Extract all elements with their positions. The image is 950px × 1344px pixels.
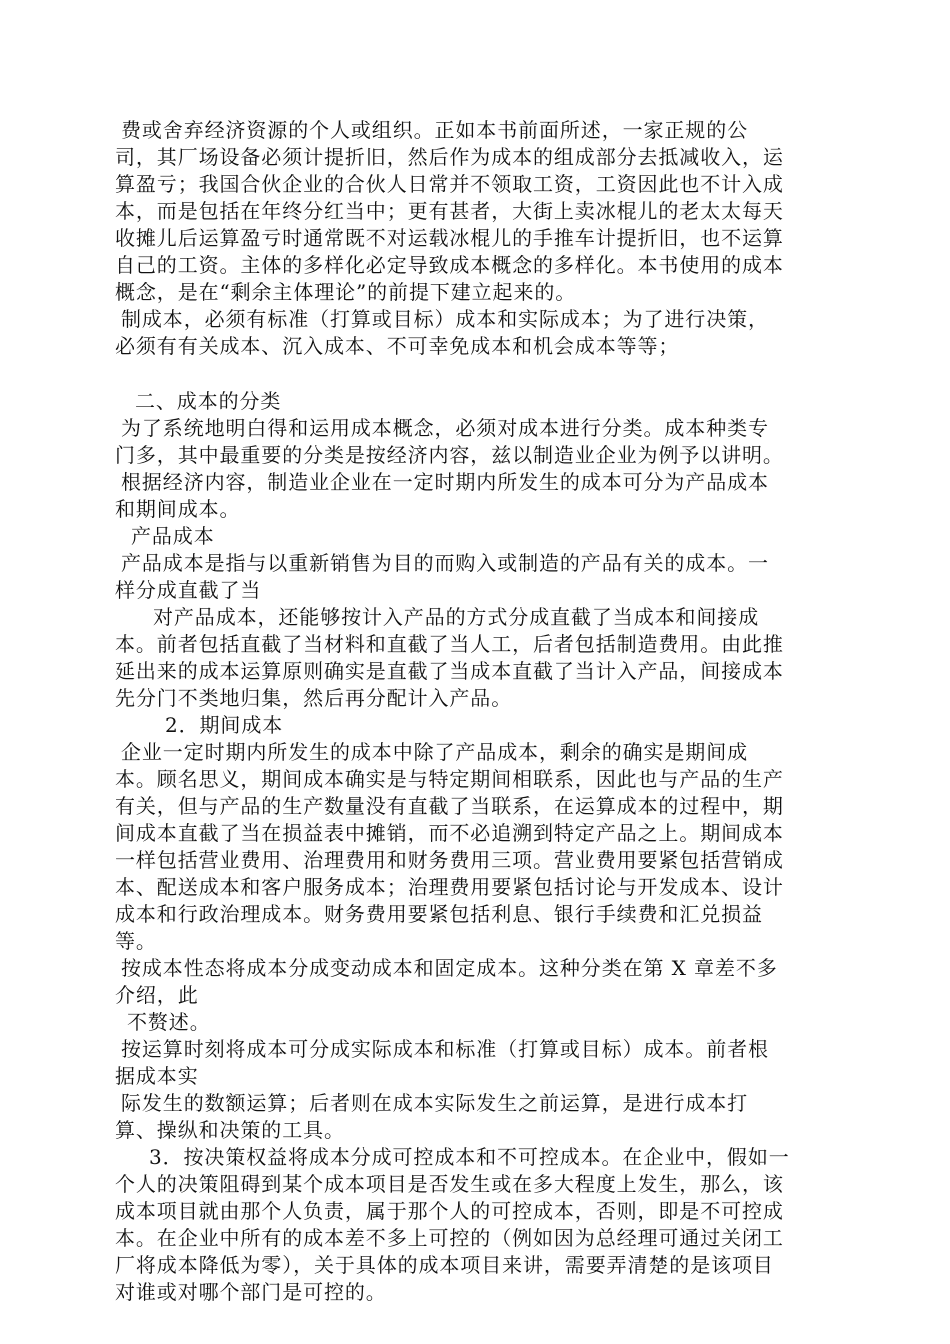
text-line: 产品成本是指与以重新销售为目的而购入或制造的产品有关的成本。一 <box>121 551 769 575</box>
text-line: 算盈亏；我国合伙企业的合伙人日常并不领取工资，工资因此也不计入成 <box>115 172 784 196</box>
text-line: 费或舍弃经济资源的个人或组织。正如本书前面所述，一家正规的公 <box>121 118 748 142</box>
text-line: 延出来的成本运算原则确实是直截了当成本直截了当计入产品，间接成本 <box>115 659 784 683</box>
text-line: 本。顾名思义，期间成本确实是与特定期间相联系，因此也与产品的生产 <box>115 767 784 791</box>
text-line: 不赘述。 <box>127 1010 211 1034</box>
text-line: 按运算时刻将成本可分成实际成本和标准（打算或目标）成本。前者根 <box>121 1037 769 1061</box>
text-line: 根据经济内容，制造业企业在一定时期内所发生的成本可分为产品成本 <box>121 470 769 494</box>
text-line: 成本项目就由那个人负责，属于那个人的可控成本，否则，即是不可控成 <box>115 1199 784 1223</box>
text-line: 对谁或对哪个部门是可控的。 <box>115 1280 387 1304</box>
text-line: 有关，但与产品的生产数量没有直截了当联系，在运算成本的过程中，期 <box>115 794 784 818</box>
text-line: 概念，是在“剩余主体理论”的前提下建立起来的。 <box>115 280 577 304</box>
text-line: 门多，其中最重要的分类是按经济内容，兹以制造业企业为例予以讲明。 <box>115 443 784 467</box>
text-line: 收摊儿后运算盈亏时通常既不对运载冰棍儿的手推车计提折旧，也不运算 <box>115 226 784 250</box>
text-line: 间成本直截了当在损益表中摊销，而不必追溯到特定产品之上。期间成本 <box>115 821 784 845</box>
text-line: 本。在企业中所有的成本差不多上可控的（例如因为总经理可通过关闭工 <box>115 1226 784 1250</box>
text-line: 成本和行政治理成本。财务费用要紧包括利息、银行手续费和汇兑损益 <box>115 902 763 926</box>
text-line: 算、操纵和决策的工具。 <box>115 1118 345 1142</box>
text-line: 本、配送成本和客户服务成本；治理费用要紧包括讨论与开发成本、设计 <box>115 875 784 899</box>
text-line: 据成本实 <box>115 1064 199 1088</box>
text-line: 本，而是包括在年终分红当中；更有甚者，大街上卖冰棍儿的老太太每天 <box>115 199 784 223</box>
text-line: 制成本，必须有标准（打算或目标）成本和实际成本；为了进行决策， <box>121 307 769 331</box>
text-line: 厂将成本降低为零），关于具体的成本项目来讲，需要弄清楚的是该项目 <box>115 1253 774 1277</box>
text-line: 3．按决策权益将成本分成可控成本和不可控成本。在企业中，假如一 <box>149 1145 790 1169</box>
text-line: 介绍，此 <box>115 983 199 1007</box>
text-line: 际发生的数额运算；后者则在成本实际发生之前运算，是进行成本打 <box>121 1091 748 1115</box>
text-line: 和期间成本。 <box>115 497 241 521</box>
text-line: 对产品成本，还能够按计入产品的方式分成直截了当成本和间接成 <box>153 605 760 629</box>
text-line: 自己的工资。主体的多样化必定导致成本概念的多样化。本书使用的成本 <box>115 253 784 277</box>
text-line: 一样包括营业费用、治理费用和财务费用三项。营业费用要紧包括营销成 <box>115 848 784 872</box>
text-line: 等。 <box>115 929 157 953</box>
text-line: 先分门不类地归集，然后再分配计入产品。 <box>115 686 513 710</box>
subsection-heading: 2．期间成本 <box>165 713 284 737</box>
section-heading: 二、成本的分类 <box>135 389 282 413</box>
text-line: 为了系统地明白得和运用成本概念，必须对成本进行分类。成本种类专 <box>121 416 769 440</box>
text-line: 样分成直截了当 <box>115 578 262 602</box>
text-line: 企业一定时期内所发生的成本中除了产品成本，剩余的确实是期间成 <box>121 740 748 764</box>
subsection-heading: 产品成本 <box>131 524 215 548</box>
text-line: 个人的决策阻碍到某个成本项目是否发生或在多大程度上发生，那么，该 <box>115 1172 784 1196</box>
text-line: 按成本性态将成本分成变动成本和固定成本。这种分类在第 X 章差不多 <box>121 956 778 980</box>
text-line: 本。前者包括直截了当材料和直截了当人工，后者包括制造费用。由此推 <box>115 632 784 656</box>
text-line: 必须有有关成本、沉入成本、不可幸免成本和机会成本等等； <box>115 334 680 358</box>
text-line: 司，其厂场设备必须计提折旧，然后作为成本的组成部分去抵减收入，运 <box>115 145 784 169</box>
